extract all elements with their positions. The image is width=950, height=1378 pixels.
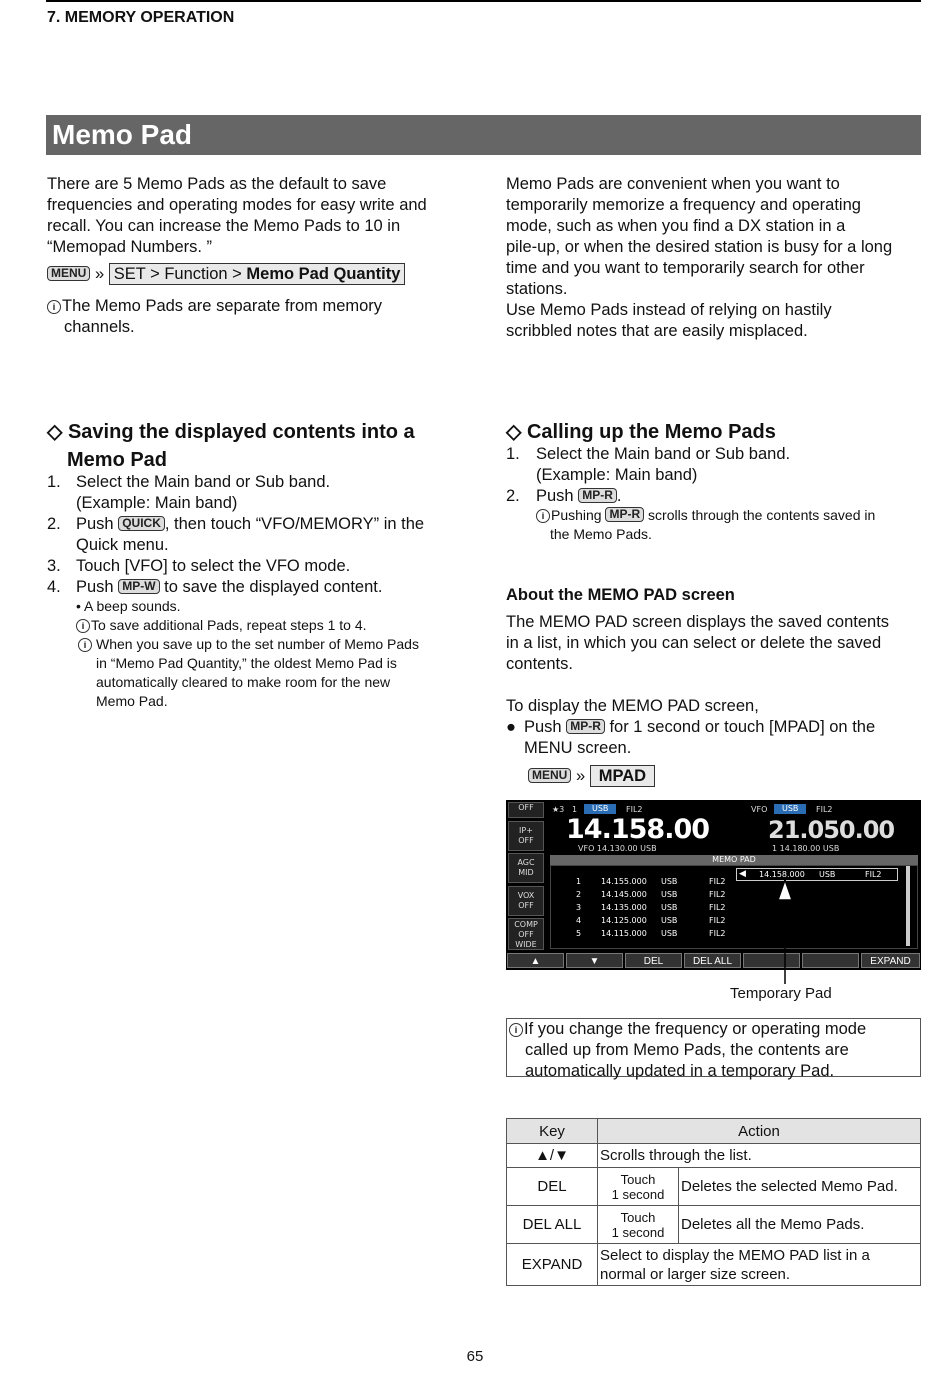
path-bold: Memo Pad Quantity — [246, 265, 401, 283]
action-cell: Select to display the MEMO PAD list in a normal or larger size screen. — [598, 1244, 921, 1286]
chapter-title: 7. MEMORY OPERATION — [47, 9, 235, 26]
note-text: To save additional Pads, repeat steps 1 to 4. — [91, 617, 367, 633]
callout-arrow-icon — [770, 878, 800, 988]
scroll-down-button[interactable]: ▼ — [566, 953, 623, 968]
left-arrow-icon: ◀ — [739, 869, 746, 879]
note-line: called up from Memo Pads, the contents are — [525, 1041, 849, 1059]
mpr-key: MP-R — [566, 719, 605, 734]
text-line: contents. — [506, 655, 573, 673]
vfo-num: 1 — [572, 805, 578, 814]
row-mode: USB — [661, 903, 678, 912]
touch-cell: Touch 1 second — [598, 1168, 679, 1206]
step-text: Select the Main band or Sub band. — [76, 473, 331, 491]
action-cell: Scrolls through the list. — [598, 1144, 921, 1168]
row-fil: FIL2 — [709, 903, 726, 912]
text-line: stations. — [506, 280, 568, 298]
key-cell: EXPAND — [507, 1244, 598, 1286]
note-text: Pushing — [551, 507, 606, 523]
note-box — [506, 1018, 921, 1080]
text-line: pile-up, or when the desired station is busy for a long — [506, 238, 893, 256]
temp-fil: FIL2 — [865, 870, 882, 879]
action-cell: Deletes the selected Memo Pad. — [679, 1168, 921, 1206]
saving-notes — [76, 597, 468, 711]
main-sub-info: VFO 14.130.00 USB — [578, 844, 657, 853]
note-text: Memo Pad. — [96, 693, 168, 709]
scroll-up-button[interactable]: ▲ — [507, 953, 564, 968]
side-button-comp[interactable]: COMP OFF WIDE — [508, 918, 544, 950]
note-line: channels. — [64, 318, 135, 336]
heading-text: Calling up the Memo Pads — [526, 421, 776, 443]
key-cell: DEL ALL — [507, 1206, 598, 1244]
list-item[interactable] — [576, 877, 581, 886]
memo-pad-screen — [506, 800, 921, 970]
row-mode: USB — [661, 916, 678, 925]
text-line: Push — [524, 718, 567, 736]
list-item[interactable] — [576, 890, 581, 899]
side-button-ipplus[interactable]: IP+ OFF — [508, 821, 544, 851]
mpr-key: MP-R — [578, 488, 617, 503]
menu-key: MENU — [47, 266, 90, 281]
touch-cell: Touch 1 second — [598, 1206, 679, 1244]
text-line: To display the MEMO PAD screen, — [506, 697, 759, 715]
text-line: mode, such as when you find a DX station in a — [506, 217, 846, 235]
row-number: 3 — [576, 903, 582, 912]
section-banner: Memo Pad — [46, 115, 921, 155]
sub-vfo-label: VFO — [751, 805, 768, 814]
text-line: recall. You can increase the Memo Pads to 10 in — [47, 217, 401, 235]
row-mode: USB — [661, 890, 678, 899]
text-line: There are 5 Memo Pads as the default to save — [47, 175, 387, 193]
step-text: , then touch “VFO/MEMORY” in the — [164, 515, 425, 533]
row-freq: 14.125.000 — [601, 916, 647, 925]
note-text: in “Memo Pad Quantity,” the oldest Memo Pad is — [96, 655, 397, 671]
step-text: Select the Main band or Sub band. — [536, 445, 791, 463]
diamond-icon: ◇ — [47, 421, 63, 443]
path-box — [109, 263, 406, 285]
row-fil: FIL2 — [709, 877, 726, 886]
row-fil: FIL2 — [709, 890, 726, 899]
heading-line: Memo Pad — [67, 449, 168, 471]
diamond-icon: ◇ — [506, 421, 522, 443]
key-cell: DEL — [507, 1168, 598, 1206]
intro-right — [506, 174, 921, 342]
path-box: MPAD — [590, 765, 655, 787]
row-freq: 14.155.000 — [601, 877, 647, 886]
side-button-agc[interactable]: AGC MID — [508, 853, 544, 883]
row-mode: USB — [661, 929, 678, 938]
table-row — [507, 1168, 921, 1206]
sub-sub-info: 1 14.180.00 USB — [772, 844, 840, 853]
text-line: frequencies and operating modes for easy write and — [47, 196, 427, 214]
intro-note — [47, 296, 467, 338]
del-all-button[interactable]: DEL ALL — [684, 953, 741, 968]
step-text: (Example: Main band) — [76, 494, 238, 512]
text-line: MENU screen. — [524, 739, 632, 757]
key-table — [506, 1118, 921, 1286]
action-header: Action — [598, 1119, 921, 1144]
saving-heading — [47, 418, 467, 474]
step-text: Push — [536, 487, 579, 505]
calling-heading — [506, 418, 921, 446]
menu-path — [47, 263, 405, 285]
row-freq: 14.145.000 — [601, 890, 647, 899]
step-text: Push — [76, 515, 119, 533]
side-button-vox[interactable]: VOX OFF — [508, 886, 544, 916]
intro-left — [47, 174, 467, 258]
row-number: 4 — [576, 916, 582, 925]
scrollbar[interactable] — [906, 866, 910, 946]
row-number: 5 — [576, 929, 582, 938]
table-row — [507, 1206, 921, 1244]
temp-freq: 14.158.000 — [759, 870, 805, 879]
sub-frequency: 21.050.00 — [768, 816, 895, 844]
text-line: Memo Pads are convenient when you want to — [506, 175, 840, 193]
heading-line: Saving the displayed contents into a — [67, 421, 415, 443]
menu-key: MENU — [528, 768, 571, 783]
top-rule — [46, 0, 921, 2]
mpr-key: MP-R — [605, 507, 644, 522]
table-row — [507, 1144, 921, 1168]
note-text: the Memo Pads. — [550, 526, 652, 542]
expand-button[interactable]: EXPAND — [861, 953, 920, 968]
text-line: for 1 second or touch [MPAD] on the — [604, 718, 876, 736]
bullet-text: • A beep sounds. — [76, 598, 181, 614]
info-icon: i — [509, 1023, 523, 1037]
info-icon: i — [536, 509, 550, 523]
list-item[interactable] — [576, 929, 581, 938]
text-line: temporarily memorize a frequency and operating — [506, 196, 861, 214]
memo-pad-rows — [566, 877, 736, 947]
key-header: Key — [507, 1119, 598, 1144]
note-line: The Memo Pads are separate from memory — [62, 297, 383, 315]
side-button-off[interactable]: OFF — [508, 802, 544, 818]
sub-mode-tag: USB — [774, 804, 806, 814]
step-text: Quick menu. — [76, 536, 169, 554]
text-line: The MEMO PAD screen displays the saved contents — [506, 613, 890, 631]
list-item[interactable] — [576, 903, 581, 912]
about-heading: About the MEMO PAD screen — [506, 586, 735, 604]
bullet-icon: ● — [506, 718, 516, 736]
row-mode: USB — [661, 877, 678, 886]
star-icon: ★3 — [552, 805, 565, 814]
chevron-icon: » — [575, 767, 586, 785]
sub-filter: FIL2 — [816, 805, 833, 814]
temporary-pad-label: Temporary Pad — [730, 985, 832, 1002]
list-item[interactable] — [576, 916, 581, 925]
text-line: “Memopad Numbers. ” — [47, 238, 213, 256]
step-text: Push — [76, 578, 119, 596]
key-cell: ▲/▼ — [507, 1144, 598, 1168]
main-frequency: 14.158.00 — [566, 814, 710, 845]
info-icon: i — [76, 619, 90, 633]
calling-steps: 1. Select the Main band or Sub band. (Example: Main band) 2. Push MP-R . — [506, 444, 921, 507]
info-icon: i — [47, 300, 61, 314]
note-line: automatically updated in a temporary Pad. — [525, 1062, 835, 1080]
text-line: Use Memo Pads instead of relying on hastily — [506, 301, 832, 319]
quick-key: QUICK — [118, 516, 165, 531]
del-button[interactable]: DEL — [625, 953, 682, 968]
row-fil: FIL2 — [709, 929, 726, 938]
step-text: (Example: Main band) — [536, 466, 698, 484]
action-cell: Deletes all the Memo Pads. — [679, 1206, 921, 1244]
text-line: in a list, in which you can select or delete the saved — [506, 634, 882, 652]
blank-button[interactable] — [802, 953, 859, 968]
note-text: automatically cleared to make room for the new — [96, 674, 391, 690]
calling-note — [536, 506, 921, 544]
table-row — [507, 1244, 921, 1286]
row-fil: FIL2 — [709, 916, 726, 925]
main-mode-tag: USB — [584, 804, 616, 814]
page-number: 65 — [466, 1348, 484, 1365]
chevron-icon: » — [94, 265, 105, 283]
info-icon: i — [78, 638, 92, 652]
row-number: 2 — [576, 890, 582, 899]
memo-pad-list-title: MEMO PAD — [550, 855, 918, 865]
saving-steps: 1. Select the Main band or Sub band. (Example: Main band) 2. Push QUICK , then touch “VFO/MEMORY” in the Quick menu. 3. Touch [VFO] to select the VFO mode. 4. Push MP-W to save the displayed content. — [47, 472, 467, 598]
row-freq: 14.135.000 — [601, 903, 647, 912]
mpad-path — [528, 765, 655, 787]
text-line: scribbled notes that are easily misplaced. — [506, 322, 808, 340]
note-text: scrolls through the contents saved in — [644, 507, 876, 523]
main-filter: FIL2 — [626, 805, 643, 814]
mpw-key: MP-W — [118, 579, 159, 594]
note-text: When you save up to the set number of Memo Pads — [96, 636, 419, 652]
row-freq: 14.115.000 — [601, 929, 647, 938]
path-prefix: SET > Function > — [113, 265, 247, 283]
step-text: to save the displayed content. — [159, 578, 383, 596]
note-line: If you change the frequency or operating mode — [524, 1020, 867, 1038]
step-text: Touch [VFO] to select the VFO mode. — [76, 557, 351, 575]
text-line: time and you want to temporarily search for other — [506, 259, 865, 277]
about-text — [506, 612, 921, 759]
temp-mode: USB — [819, 870, 836, 879]
temporary-pad-row[interactable] — [736, 868, 898, 881]
row-number: 1 — [576, 877, 582, 886]
